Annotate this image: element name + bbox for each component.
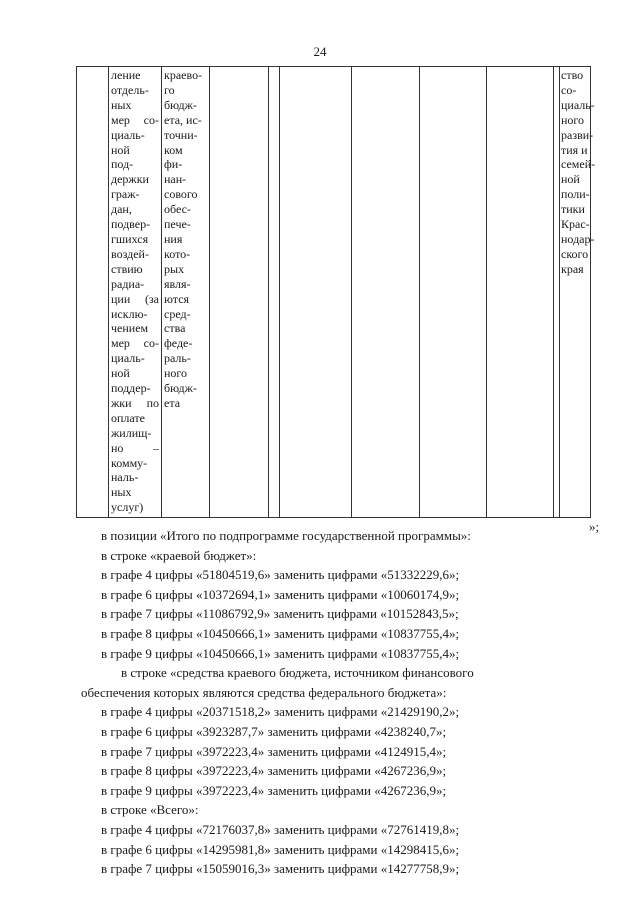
cell-text-line: мер со- <box>111 336 159 351</box>
cell-text-line: разви- <box>561 127 594 142</box>
table-col-divider <box>76 66 77 518</box>
cell-text-line: оплате <box>111 410 145 425</box>
amendment-line: в графе 8 цифры «10450666,1» заменить цифрами «10837755,4»; <box>101 625 460 641</box>
cell-text-line: циаль- <box>111 351 145 366</box>
amendment-line: в позиции «Итого по подпрограмме государственной программы»: <box>101 528 471 543</box>
cell-text-line: рых <box>164 261 185 276</box>
cell-text-line: ного <box>561 112 585 127</box>
table-fragment <box>76 66 596 518</box>
cell-text-line: бюдж- <box>164 381 197 396</box>
cell-text-line: сред- <box>164 306 191 321</box>
cell-text-line: явля- <box>164 276 191 291</box>
table-col-divider <box>161 66 162 518</box>
cell-text-line: Крас- <box>561 217 590 232</box>
cell-text-line: циаль- <box>561 97 595 112</box>
cell-text-line: жилищ- <box>111 425 152 440</box>
amendment-line: в графе 6 цифры «14295981,8» заменить цифрами «14298415,6»; <box>101 841 460 857</box>
cell-text-line: семей- <box>561 157 596 172</box>
table-col-divider <box>279 66 280 518</box>
amendment-line: в графе 7 цифры «3972223,4» заменить цифрами «4124915,4»; <box>101 743 447 759</box>
amendment-line: в строке «Всего»: <box>101 802 199 818</box>
cell-text-line: ной <box>111 142 130 157</box>
cell-text-line: циаль- <box>111 127 145 142</box>
cell-text-line: ства <box>164 321 186 336</box>
cell-text-line: ком <box>164 142 183 157</box>
cell-text-line: ление <box>111 68 141 82</box>
table-top-border <box>76 66 591 67</box>
cell-text-line: ского <box>561 246 589 261</box>
table-col-divider <box>486 66 487 518</box>
cell-text-line: краево- <box>164 68 203 82</box>
cell-text-line: под- <box>111 157 134 172</box>
cell-text-line: услуг) <box>111 500 144 515</box>
cell-text-line: отдель- <box>111 82 149 97</box>
cell-text-line: края <box>561 261 584 276</box>
cell-text-line: дан, <box>111 202 132 217</box>
cell-text-line: раль- <box>164 351 191 366</box>
executor-cell <box>561 68 596 277</box>
cell-text-line: ции (за <box>111 291 159 306</box>
cell-text-line: точни- <box>164 127 198 142</box>
cell-text-line: радиа- <box>111 276 145 291</box>
amendment-line: в графе 4 цифры «72176037,8» заменить цифрами «72761419,8»; <box>101 821 460 837</box>
amendment-line: в графе 8 цифры «3972223,4» заменить цифрами «4267236,9»; <box>101 763 447 779</box>
cell-text-line: со- <box>561 82 577 97</box>
cell-text-line: комму- <box>111 455 148 470</box>
table-col-divider <box>553 66 554 518</box>
amendment-line: обеспечения которых являются средства федерального бюджета»: <box>81 684 447 700</box>
page-number: 24 <box>313 44 327 59</box>
cell-text-line: нодар- <box>561 231 595 246</box>
cell-text-line: ета <box>164 395 181 410</box>
cell-text-line: нан- <box>164 172 187 187</box>
measure-name-cell <box>111 68 159 515</box>
cell-text-line: фи- <box>164 157 183 172</box>
cell-text-line: подвер- <box>111 217 151 232</box>
cell-text-line: тики <box>561 202 585 217</box>
cell-text-line: ной <box>111 366 130 381</box>
cell-text-line: бюдж- <box>164 97 197 112</box>
table-bottom-border <box>76 517 591 518</box>
cell-text-line: ного <box>164 366 188 381</box>
closing-quote-mark: »; <box>589 519 600 534</box>
amendment-line: в графе 6 цифры «3923287,7» заменить цифрами «4238240,7»; <box>101 723 447 739</box>
cell-text-line: ство <box>561 68 584 82</box>
cell-text-line: сового <box>164 187 198 202</box>
cell-text-line: обес- <box>164 202 191 217</box>
cell-text-line: пече- <box>164 217 191 232</box>
amendment-line: в строке «краевой бюджет»: <box>101 547 257 563</box>
table-col-divider <box>108 66 109 518</box>
table-col-divider <box>419 66 420 518</box>
cell-text-line: воздей- <box>111 246 149 261</box>
cell-text-line: поддер- <box>111 381 151 396</box>
cell-text-line: граж- <box>111 187 140 202</box>
amendment-line: в графе 7 цифры «11086792,9» заменить цифрами «10152843,5»; <box>101 606 459 622</box>
cell-text-line: поли- <box>561 187 590 202</box>
funding-source-cell <box>164 68 206 411</box>
cell-text-line: ета, ис- <box>164 112 202 127</box>
cell-text-line: го <box>164 82 175 97</box>
amendment-line: в графе 7 цифры «15059016,3» заменить цифрами «14277758,9»; <box>101 861 460 877</box>
cell-text-line: но – <box>111 440 159 455</box>
amendment-line: в графе 9 цифры «10450666,1» заменить цифрами «10837755,4»; <box>101 645 460 661</box>
table-col-divider <box>268 66 269 518</box>
cell-text-line: ния <box>164 231 183 246</box>
amendment-line: в графе 4 цифры «51804519,6» заменить цифрами «51332229,6»; <box>101 567 460 583</box>
cell-text-line: ются <box>164 291 190 306</box>
cell-text-line: феде- <box>164 336 193 351</box>
cell-text-line: чением <box>111 321 149 336</box>
amendment-line: в графе 9 цифры «3972223,4» заменить цифрами «4267236,9»; <box>101 782 447 798</box>
cell-text-line: ной <box>561 172 580 187</box>
cell-text-line: гшихся <box>111 231 149 246</box>
cell-text-line: исклю- <box>111 306 148 321</box>
cell-text-line: ствию <box>111 261 143 276</box>
cell-text-line: ных <box>111 97 132 112</box>
table-col-divider <box>351 66 352 518</box>
cell-text-line: держки <box>111 172 149 187</box>
cell-text-line: наль- <box>111 470 139 485</box>
cell-text-line: кото- <box>164 246 191 261</box>
cell-text-line: тия и <box>561 142 588 157</box>
table-col-divider <box>209 66 210 518</box>
amendment-line: в графе 4 цифры «20371518,2» заменить цифрами «21429190,2»; <box>101 704 460 720</box>
amendment-text <box>81 526 561 879</box>
amendment-line: в графе 6 цифры «10372694,1» заменить цифрами «10060174,9»; <box>101 586 460 602</box>
amendment-line: в строке «средства краевого бюджета, источником финансового <box>121 665 474 681</box>
cell-text-line: ных <box>111 485 132 500</box>
cell-text-line: жки по <box>111 395 159 410</box>
table-col-divider <box>559 66 560 518</box>
cell-text-line: мер со- <box>111 112 159 127</box>
